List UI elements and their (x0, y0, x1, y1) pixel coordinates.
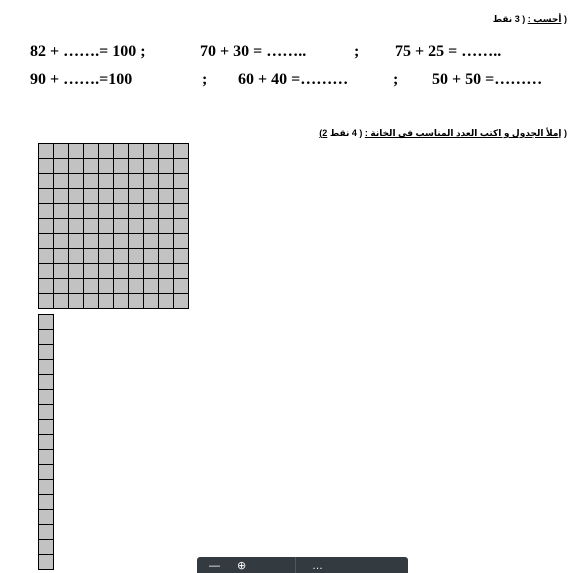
column-cell (39, 375, 54, 390)
grid-cell (69, 249, 84, 264)
grid-cell (84, 264, 99, 279)
grid-cell (129, 159, 144, 174)
grid-cell (114, 294, 129, 309)
grid-cell (99, 144, 114, 159)
grid-cell (159, 219, 174, 234)
grid-cell (84, 189, 99, 204)
grid-cell (54, 144, 69, 159)
column-cell (39, 315, 54, 330)
grid-cell (129, 264, 144, 279)
grid-cell (54, 294, 69, 309)
grid-cell (159, 204, 174, 219)
grid-cell (39, 264, 54, 279)
equation: 70 + 30 = …….. (200, 43, 307, 60)
grid-cell (39, 159, 54, 174)
grid-cell (174, 219, 189, 234)
column-cell (39, 525, 54, 540)
grid-cell (99, 219, 114, 234)
grid-cell (174, 144, 189, 159)
grid-cell (84, 219, 99, 234)
grid-cell (39, 279, 54, 294)
grid-cell (144, 159, 159, 174)
separator: ; (202, 71, 208, 88)
grid-cell (39, 189, 54, 204)
grid-cell (69, 144, 84, 159)
grid-cell (54, 159, 69, 174)
heading-label: أحسب : (527, 14, 562, 24)
grid-cell (114, 174, 129, 189)
grid-cell (69, 234, 84, 249)
grid-cell (114, 144, 129, 159)
grid-cell (159, 279, 174, 294)
column-cell (39, 360, 54, 375)
grid-cell (84, 294, 99, 309)
grid-cell (129, 294, 144, 309)
section-1-heading (493, 14, 567, 25)
grid-cell (114, 189, 129, 204)
column-cell (39, 345, 54, 360)
grid-cell (159, 174, 174, 189)
grid-cell (39, 204, 54, 219)
separator: ; (393, 71, 399, 88)
grid-cell (159, 159, 174, 174)
heading-points: ( 4 نقط (329, 128, 363, 138)
grid-cell (159, 264, 174, 279)
grid-cell (54, 279, 69, 294)
heading-number: 2) (319, 128, 328, 138)
grid-cell (114, 204, 129, 219)
pdf-viewer-toolbar (197, 557, 408, 573)
equation: 75 + 25 = …….. (395, 43, 502, 60)
grid-cell (54, 189, 69, 204)
grid-cell (114, 279, 129, 294)
grid-cell (99, 204, 114, 219)
grid-cell (99, 174, 114, 189)
grid-cell (129, 279, 144, 294)
zoom-in-icon[interactable]: ⊕ (237, 560, 247, 572)
grid-cell (114, 249, 129, 264)
grid-cell (69, 279, 84, 294)
grid-cell (39, 219, 54, 234)
grid-cell (129, 174, 144, 189)
column-cell (39, 480, 54, 495)
grid-cell (54, 249, 69, 264)
equation: 90 + …….=100 (30, 71, 133, 88)
grid-cell (159, 189, 174, 204)
grid-cell (99, 189, 114, 204)
grid-cell (54, 219, 69, 234)
equation: 82 + …….= 100 ; (30, 43, 146, 60)
grid-cell (174, 249, 189, 264)
grid-cell (69, 174, 84, 189)
page-indicator: … (312, 560, 323, 572)
grid-cell (174, 294, 189, 309)
grid-cell (99, 264, 114, 279)
grid-cell (84, 249, 99, 264)
grid-cell (129, 189, 144, 204)
column-cell (39, 510, 54, 525)
column-cell (39, 405, 54, 420)
grid-cell (54, 234, 69, 249)
grid-cell (84, 159, 99, 174)
grid-cell (99, 294, 114, 309)
grid-cell (84, 279, 99, 294)
units-column (38, 314, 54, 570)
grid-cell (69, 189, 84, 204)
heading-paren: ( (564, 14, 567, 24)
grid-cell (69, 159, 84, 174)
grid-cell (174, 264, 189, 279)
grid-cell (174, 234, 189, 249)
column-cell (39, 330, 54, 345)
grid-cell (144, 219, 159, 234)
grid-cell (129, 234, 144, 249)
column-cell (39, 450, 54, 465)
grid-cell (144, 234, 159, 249)
grid-cell (99, 234, 114, 249)
grid-cell (144, 174, 159, 189)
grid-cell (159, 249, 174, 264)
grid-cell (99, 279, 114, 294)
grid-cell (69, 264, 84, 279)
equation: 60 + 40 =……… (238, 71, 349, 88)
grid-cell (99, 249, 114, 264)
heading-label: إملأ الجدول و اكتب العدد المناسب في الخانة : (364, 128, 562, 138)
grid-cell (39, 234, 54, 249)
grid-cell (144, 144, 159, 159)
equation: 50 + 50 =……… (432, 71, 543, 88)
grid-cell (129, 144, 144, 159)
grid-cell (99, 159, 114, 174)
grid-cell (69, 219, 84, 234)
column-cell (39, 420, 54, 435)
column-cell (39, 540, 54, 555)
grid-cell (84, 174, 99, 189)
grid-cell (144, 189, 159, 204)
grid-cell (84, 144, 99, 159)
grid-cell (159, 234, 174, 249)
grid-cell (129, 219, 144, 234)
grid-cell (84, 204, 99, 219)
grid-cell (114, 219, 129, 234)
grid-cell (144, 279, 159, 294)
grid-cell (39, 144, 54, 159)
grid-cell (174, 189, 189, 204)
grid-cell (174, 159, 189, 174)
grid-cell (144, 204, 159, 219)
grid-cell (39, 294, 54, 309)
grid-cell (54, 174, 69, 189)
grid-cell (69, 294, 84, 309)
hundreds-grid (38, 143, 189, 309)
zoom-out-button[interactable]: — (209, 560, 220, 572)
grid-cell (129, 204, 144, 219)
heading-points: ( 3 نقط (492, 14, 526, 24)
grid-cell (174, 204, 189, 219)
grid-cell (174, 279, 189, 294)
grid-cell (54, 264, 69, 279)
column-cell (39, 495, 54, 510)
grid-cell (39, 249, 54, 264)
separator: ; (354, 43, 360, 60)
grid-cell (84, 234, 99, 249)
grid-cell (159, 144, 174, 159)
grid-cell (54, 204, 69, 219)
grid-cell (114, 264, 129, 279)
column-cell (39, 390, 54, 405)
column-cell (39, 555, 54, 570)
heading-paren: ( (564, 128, 567, 138)
toolbar-divider (295, 557, 296, 573)
column-cell (39, 435, 54, 450)
grid-cell (144, 249, 159, 264)
grid-cell (39, 174, 54, 189)
grid-cell (144, 294, 159, 309)
grid-cell (114, 159, 129, 174)
section-2-heading (319, 128, 567, 139)
grid-cell (144, 264, 159, 279)
grid-cell (114, 234, 129, 249)
grid-cell (69, 204, 84, 219)
grid-cell (174, 174, 189, 189)
grid-cell (159, 294, 174, 309)
column-cell (39, 465, 54, 480)
grid-cell (129, 249, 144, 264)
